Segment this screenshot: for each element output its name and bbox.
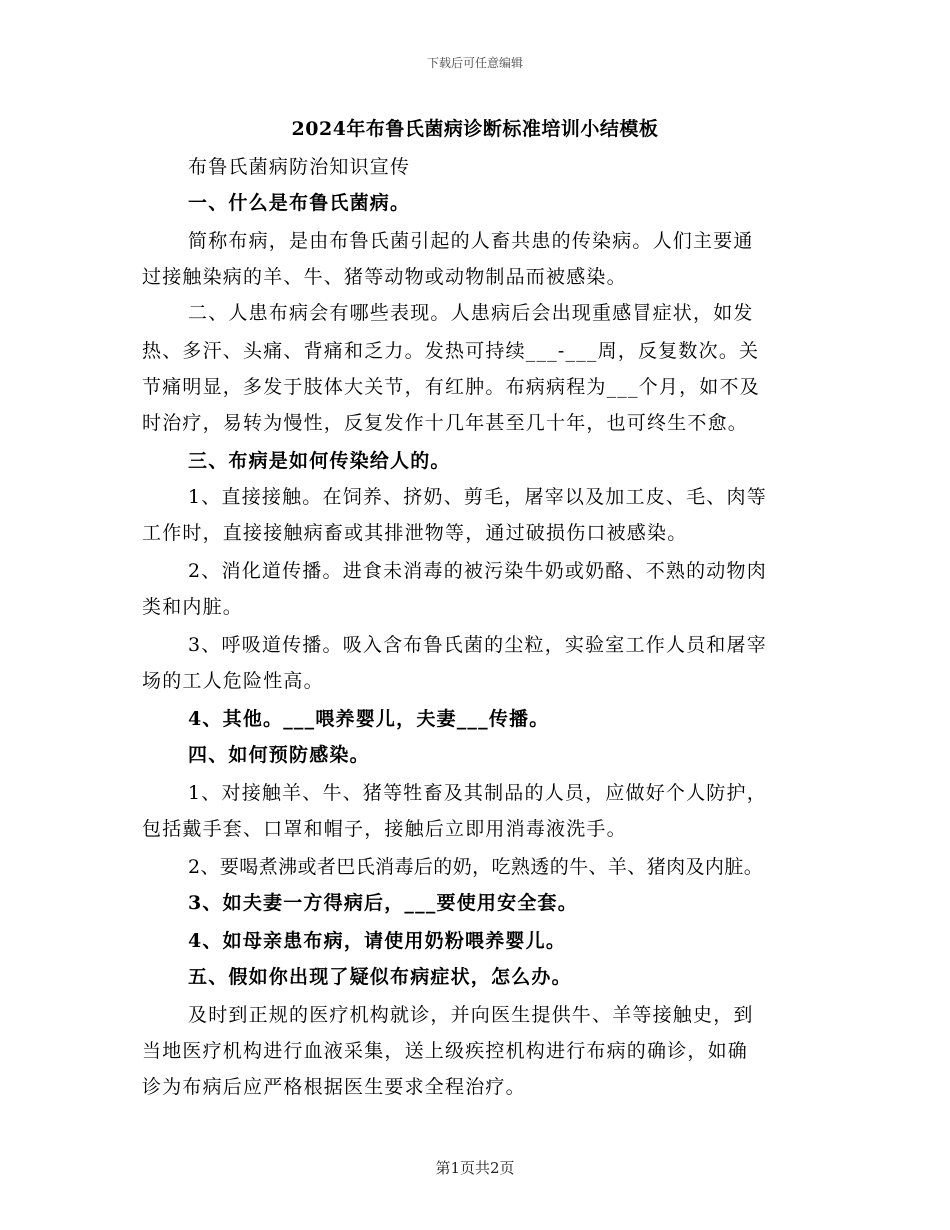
paragraph-line: 3、呼吸道传播。吸入含布鲁氏菌的尘粒，实验室工作人员和屠宰 <box>188 634 767 656</box>
paragraph-line: 包括戴手套、口罩和帽子，接触后立即用消毒液洗手。 <box>142 818 627 840</box>
paragraph-line-bold: 3、如夫妻一方得病后，___要使用安全套。 <box>188 892 578 914</box>
paragraph-line: 二、人患布病会有哪些表现。人患病后会出现重感冒症状，如发 <box>188 302 754 324</box>
paragraph-line-bold: 4、如母亲患布病，请使用奶粉喂养婴儿。 <box>188 930 567 952</box>
section-heading-3: 三、布病是如何传染给人的。 <box>188 450 451 472</box>
paragraph-line: 过接触染病的羊、牛、猪等动物或动物制品而被感染。 <box>142 266 627 288</box>
subtitle-line: 布鲁氏菌病防治知识宣传 <box>188 156 411 178</box>
document-title: 2024年布鲁氏菌病诊断标准培训小结模板 <box>291 118 659 140</box>
paragraph-line: 工作时，直接接触病畜或其排泄物等，通过破损伤口被感染。 <box>142 522 688 544</box>
section-heading-4: 四、如何预防感染。 <box>188 744 370 766</box>
paragraph-line-bold: 4、其他。___喂养婴儿，夫妻___传播。 <box>188 708 550 730</box>
paragraph-line: 热、多汗、头痛、背痛和乏力。发热可持续___-___周，反复数次。关 <box>142 340 760 362</box>
section-heading-1: 一、什么是布鲁氏菌病。 <box>188 192 411 214</box>
paragraph-line: 简称布病，是由布鲁氏菌引起的人畜共患的传染病。人们主要通 <box>188 230 754 252</box>
paragraph-line: 1、对接触羊、牛、猪等牲畜及其制品的人员，应做好个人防护， <box>188 782 767 804</box>
paragraph-line: 2、要喝煮沸或者巴氏消毒后的奶，吃熟透的牛、羊、猪肉及内脏。 <box>188 856 764 878</box>
paragraph-line: 场的工人危险性高。 <box>142 670 324 692</box>
paragraph-line: 节痛明显，多发于肢体大关节，有红肿。布病病程为___个月，如不及 <box>142 376 760 398</box>
paragraph-line: 诊为布病后应严格根据医生要求全程治疗。 <box>142 1076 526 1098</box>
page-number: 第1页共2页 <box>435 1159 515 1177</box>
paragraph-line: 及时到正规的医疗机构就诊，并向医生提供牛、羊等接触史，到 <box>188 1004 754 1026</box>
paragraph-line: 类和内脏。 <box>142 596 244 618</box>
paragraph-line: 1、直接接触。在饲养、挤奶、剪毛，屠宰以及加工皮、毛、肉等 <box>188 486 767 508</box>
header-note: 下载后可任意编辑 <box>426 56 523 70</box>
paragraph-line: 当地医疗机构进行血液采集，送上级疾控机构进行布病的确诊，如确 <box>142 1040 749 1062</box>
paragraph-line: 时治疗，易转为慢性，反复发作十几年甚至几十年，也可终生不愈。 <box>142 412 749 434</box>
paragraph-line: 2、消化道传播。进食未消毒的被污染牛奶或奶酪、不熟的动物肉 <box>188 560 767 582</box>
section-heading-5: 五、假如你出现了疑似布病症状，怎么办。 <box>188 966 572 988</box>
